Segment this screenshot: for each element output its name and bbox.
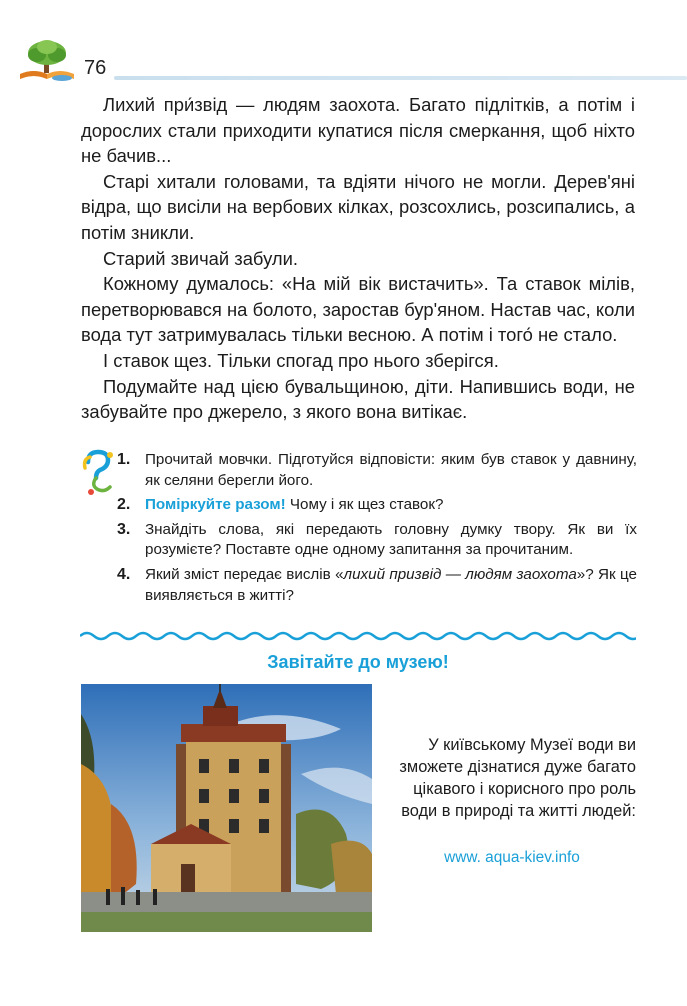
story-paragraph: Лихий при́звід — людям заохота. Багато підлітків, а потім і дорослих стали приходити купатися після смеркання, щоб ніхто не бачив... [81,94,635,167]
question-quote: лихий призвід — людям заохота [343,565,577,583]
question-marks-icon [79,447,117,497]
question-number: 1. [117,451,131,468]
page-header [0,0,687,90]
question-text [145,565,637,606]
header-divider [114,76,687,80]
question-item [117,520,637,561]
question-item [117,450,637,491]
question-text-pre: Який зміст передає вислів « [145,565,344,583]
museum-photo [81,684,372,932]
tree-book-icon [18,38,76,82]
question-highlight: Поміркуйте разом! [145,496,286,514]
museum-title: Завітайте до музею! [267,652,449,672]
museum-description: У київському Музеї води ви зможете дізнатися дуже багато цікавого і корисного про роль води в природі та житті людей: [399,736,636,820]
story-paragraph: Старі хитали головами, та вдіяти нічого не могли. Дерев'яні відра, що висіли на вербових кілках, розсохлись, розсипались, а потім зникли. [81,170,635,243]
question-number: 2. [117,496,131,514]
page-number: 76 [84,57,107,79]
question-number: 3. [117,520,131,538]
question-text-post: »? Як це виявляється в житті? [145,565,637,604]
museum-website-link[interactable]: www. aqua-kiev.info [444,849,580,866]
question-text: Знайдіть слова, які передають головну думку твору. Як ви їх розумієте? Поставте одне одному запитання за прочитаним. [145,520,637,559]
wave-divider [80,630,636,642]
question-text [145,495,637,516]
question-text-rest: Чому і як щез ставок? [285,496,444,514]
question-text: Прочитай мовчки. Підготуйся відповісти: яким був ставок у давнину, як селяни берегли його. [145,451,637,489]
question-item [117,565,637,606]
question-item [117,495,637,516]
story-paragraph: Подумайте над цією бувальщиною, діти. Напившись води, не забувайте про джерело, з якого вона витікає. [81,375,635,423]
story-paragraph: І ставок щез. Тільки спогад про нього зберігся. [103,349,499,371]
question-number: 4. [117,565,131,583]
story-paragraph: Кожному думалось: «На мій вік вистачить». Та ставок мілів, перетворювався на болото, заростав бур'яном. Настав час, коли вода тут затримувалась тільки весною. А потім і того́ не стало. [81,273,635,346]
story-text [81,92,635,425]
questions-list [117,450,637,610]
story-paragraph: Старий звичай забули. [103,247,298,269]
